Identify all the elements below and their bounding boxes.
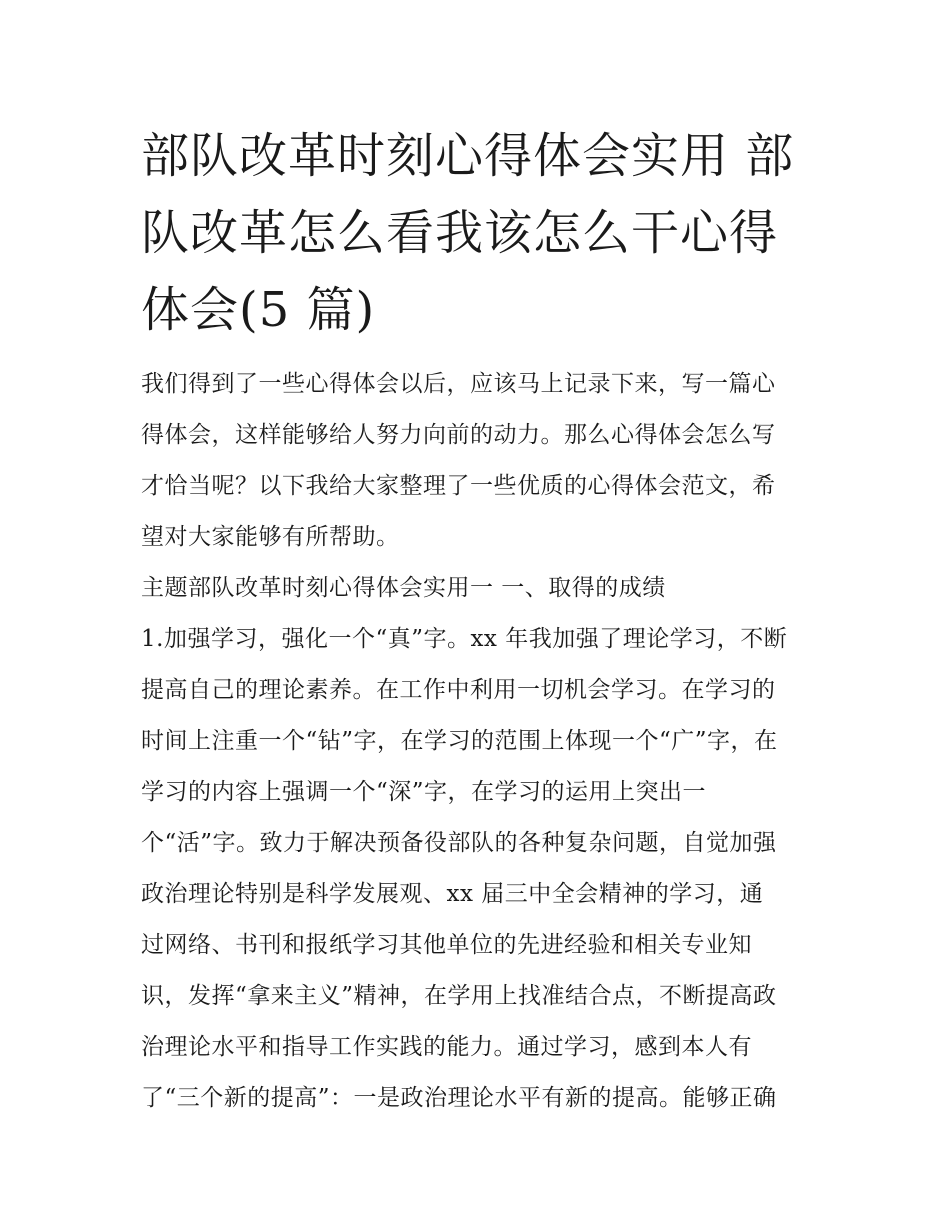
body-line: 提高自己的理论素养。在工作中利用一切机会学习。在学习的 <box>141 677 776 703</box>
body-line: 学习的内容上强调一个“深”字，在学习的运用上突出一 <box>141 779 707 805</box>
body-line: 我们得到了一些心得体会以后，应该马上记录下来，写一篇心 <box>141 371 776 397</box>
body-line: 望对大家能够有所帮助。 <box>141 524 400 550</box>
body-line: 政治理论特别是科学发展观、xx 届三中全会精神的学习，通 <box>141 881 764 907</box>
document-page <box>141 118 813 1124</box>
body-line: 了“三个新的提高”：一是政治理论水平有新的提高。能够正确 <box>141 1085 777 1111</box>
title-line: 体会(5 篇) <box>141 282 376 338</box>
body-line: 过网络、书刊和报纸学习其他单位的先进经验和相关专业知 <box>141 932 752 958</box>
document-title <box>141 118 813 349</box>
section-heading-line: 主题部队改革时刻心得体会实用一 一、取得的成绩 <box>141 575 666 601</box>
body-line: 治理论水平和指导工作实践的能力。通过学习，感到本人有 <box>141 1034 752 1060</box>
document-body <box>141 359 813 1124</box>
body-line: 得体会，这样能够给人努力向前的动力。那么心得体会怎么写 <box>141 422 776 448</box>
body-line: 才恰当呢？以下我给大家整理了一些优质的心得体会范文，希 <box>141 473 776 499</box>
body-line: 识，发挥“拿来主义”精神，在学用上找准结合点，不断提高政 <box>141 983 777 1009</box>
body-line: 个“活”字。致力于解决预备役部队的各种复杂问题，自觉加强 <box>141 830 777 856</box>
title-line: 队改革怎么看我该怎么干心得 <box>141 205 779 261</box>
body-line: 1.加强学习，强化一个“真”字。xx 年我加强了理论学习，不断 <box>141 626 788 652</box>
body-line: 时间上注重一个“钻”字，在学习的范围上体现一个“广”字，在 <box>141 728 778 754</box>
title-line: 部队改革时刻心得体会实用 部 <box>141 128 795 184</box>
